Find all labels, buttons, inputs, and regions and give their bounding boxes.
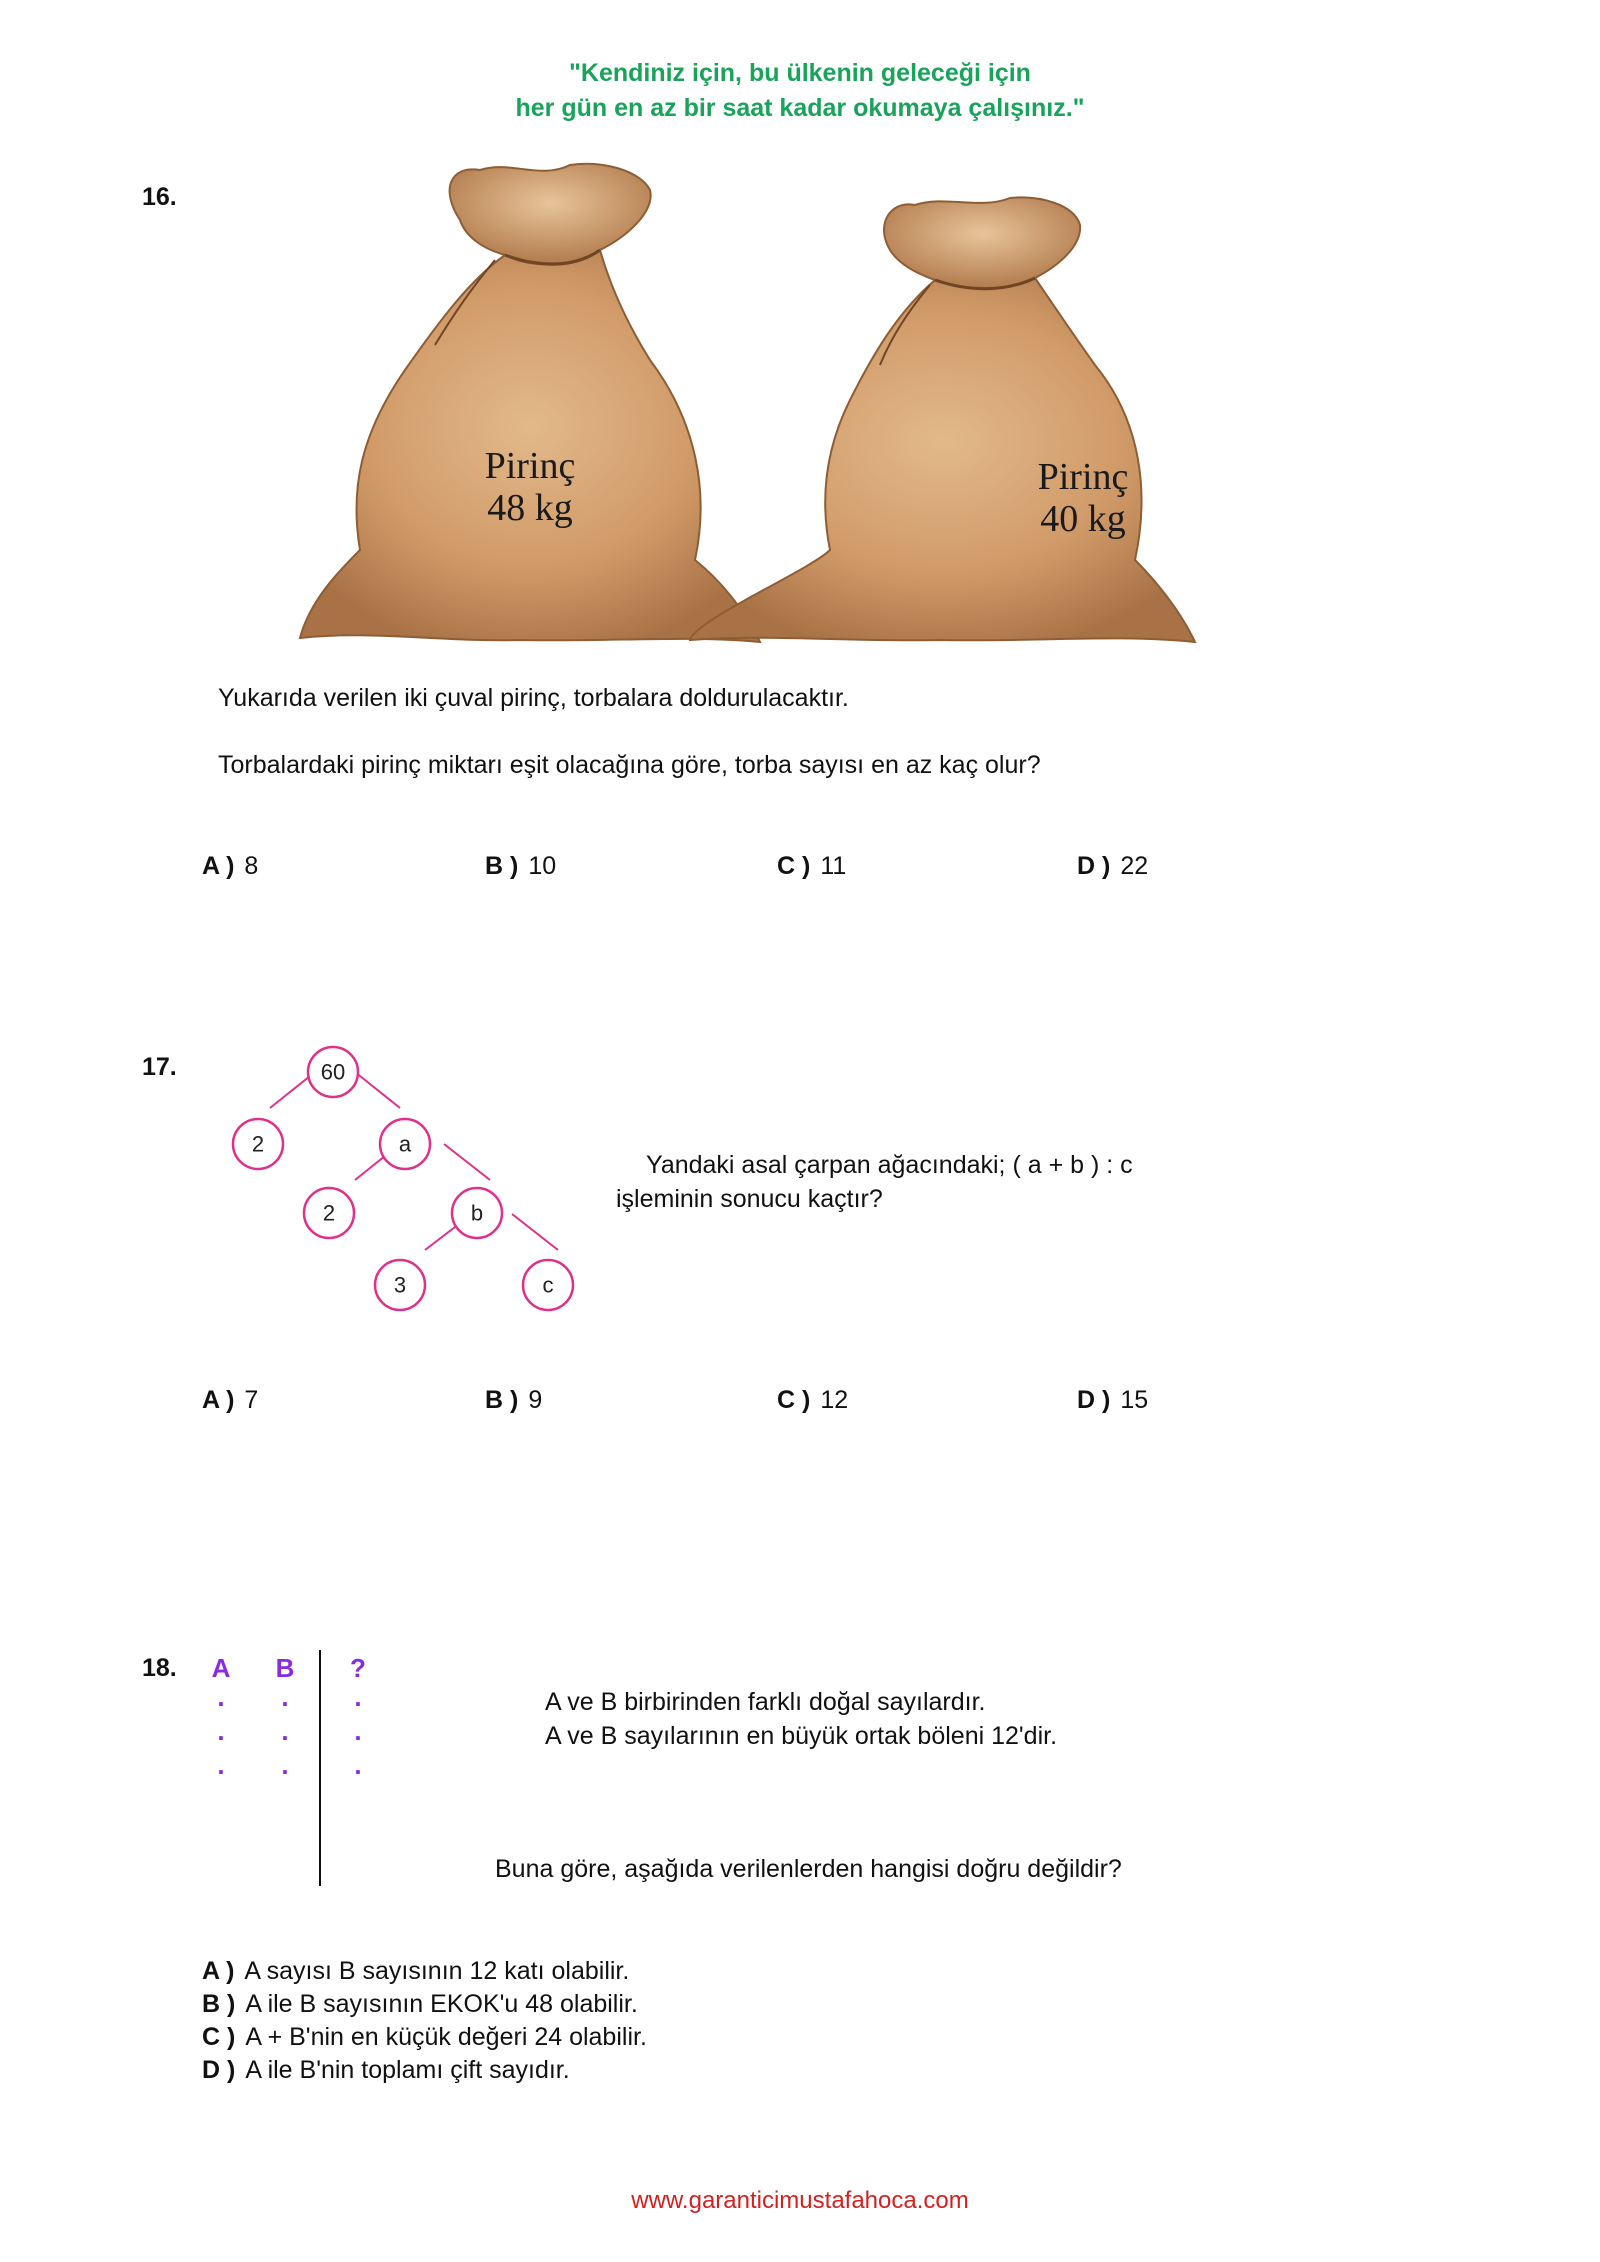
rice-bag-48kg [300,164,760,642]
q16-option-c[interactable] [777,852,846,881]
column-b-dots [270,1680,300,1782]
tree-node-1-label: 2 [251,1131,265,1157]
rice-bag-40kg [690,197,1195,642]
q18-option-d-value: A ile B'nin toplamı çift sayıdır. [245,2056,570,2084]
bag-2-label-line1: Pirinç [1037,456,1129,498]
q16-option-d[interactable] [1077,852,1148,881]
q17-option-d[interactable] [1077,1386,1148,1415]
q18-option-b-letter: B ) [202,1990,236,2018]
q17-option-d-letter: D ) [1077,1386,1111,1414]
q16-option-a[interactable] [202,852,258,881]
q18-option-c-value: A + B'nin en küçük değeri 24 olabilir. [245,2023,647,2051]
q17-option-b-value: 9 [528,1386,543,1414]
q17-option-a-value: 7 [244,1386,259,1414]
q17-option-a[interactable] [202,1386,258,1415]
q18-option-c[interactable] [202,2023,647,2052]
q16-option-c-letter: C ) [777,852,811,880]
question-17-text-2: işleminin sonucu kaçtır? [616,1185,883,1213]
dot: . [217,1716,225,1746]
q18-option-b[interactable] [202,1990,638,2019]
q17-option-d-value: 15 [1120,1386,1149,1414]
q18-option-d-letter: D ) [202,2056,236,2084]
tree-node-4-label: b [470,1200,484,1226]
q16-option-c-value: 11 [820,852,847,880]
bag-1-label [440,445,620,529]
motto-line-1: "Kendiniz için, bu ülkenin geleceği için [569,59,1031,87]
question-17-text-1: Yandaki asal çarpan ağacındaki; ( a + b ) : c [646,1151,1133,1179]
dot: . [217,1682,225,1712]
dot: . [354,1682,362,1712]
column-a-header: A [211,1653,231,1683]
tree-node-2-label: a [398,1131,412,1157]
dot: . [354,1716,362,1746]
question-16-number: 16. [142,183,177,211]
bag-1-label-line1: Pirinç [484,445,576,487]
rice-bags-illustration [290,150,1310,650]
dot: . [354,1750,362,1780]
bag-2-label-line2: 40 kg [1040,498,1126,540]
q17-option-b-letter: B ) [485,1386,519,1414]
q16-option-a-value: 8 [244,852,259,880]
question-18-number: 18. [142,1654,177,1682]
dot: . [281,1682,289,1712]
division-line [319,1650,321,1886]
q17-option-a-letter: A ) [202,1386,235,1414]
footer-website-link[interactable]: www.garanticimustafahoca.com [631,2187,969,2214]
q18-option-a-letter: A ) [202,1957,235,1985]
column-divisor-dots [343,1680,373,1782]
q16-option-b-letter: B ) [485,852,519,880]
column-b-header: B [275,1653,295,1683]
bag-1-label-line2: 48 kg [487,487,573,529]
question-16-text-1: Yukarıda verilen iki çuval pirinç, torbalara doldurulacaktır. [218,684,849,712]
q17-option-b[interactable] [485,1386,542,1415]
q16-option-a-letter: A ) [202,852,235,880]
q17-option-c[interactable] [777,1386,848,1415]
dot: . [281,1716,289,1746]
dot: . [281,1750,289,1780]
q18-option-c-letter: C ) [202,2023,236,2051]
q17-option-c-letter: C ) [777,1386,811,1414]
q16-option-b[interactable] [485,852,556,881]
dot: . [217,1750,225,1780]
tree-node-5-label: 3 [393,1272,407,1298]
q16-option-b-value: 10 [528,852,557,880]
question-18-prompt: Buna göre, aşağıda verilenlerden hangisi doğru değildir? [495,1855,1122,1883]
q18-option-a[interactable] [202,1957,629,1986]
column-a-dots [206,1680,236,1782]
motto-line-2: her gün en az bir saat kadar okumaya çalışınız." [515,94,1085,122]
tree-node-3-label: 2 [322,1200,336,1226]
q16-option-d-letter: D ) [1077,852,1111,880]
question-16-text-2: Torbalardaki pirinç miktarı eşit olacağına göre, torba sayısı en az kaç olur? [218,751,1041,779]
question-17-number: 17. [142,1053,177,1081]
prime-factor-tree [220,1040,600,1320]
tree-node-root-label: 60 [320,1059,346,1085]
q17-option-c-value: 12 [820,1386,849,1414]
q18-option-a-value: A sayısı B sayısının 12 katı olabilir. [244,1957,630,1985]
question-18-text-1: A ve B birbirinden farklı doğal sayılardır. [545,1688,986,1716]
tree-node-6-label: c [542,1272,554,1298]
q18-option-d[interactable] [202,2056,570,2085]
column-divisor-header: ? [350,1653,366,1683]
question-18-text-2: A ve B sayılarının en büyük ortak böleni 12'dir. [545,1722,1058,1750]
q16-option-d-value: 22 [1120,852,1149,880]
bag-2-label [993,456,1173,540]
q18-option-b-value: A ile B sayısının EKOK'u 48 olabilir. [245,1990,638,2018]
